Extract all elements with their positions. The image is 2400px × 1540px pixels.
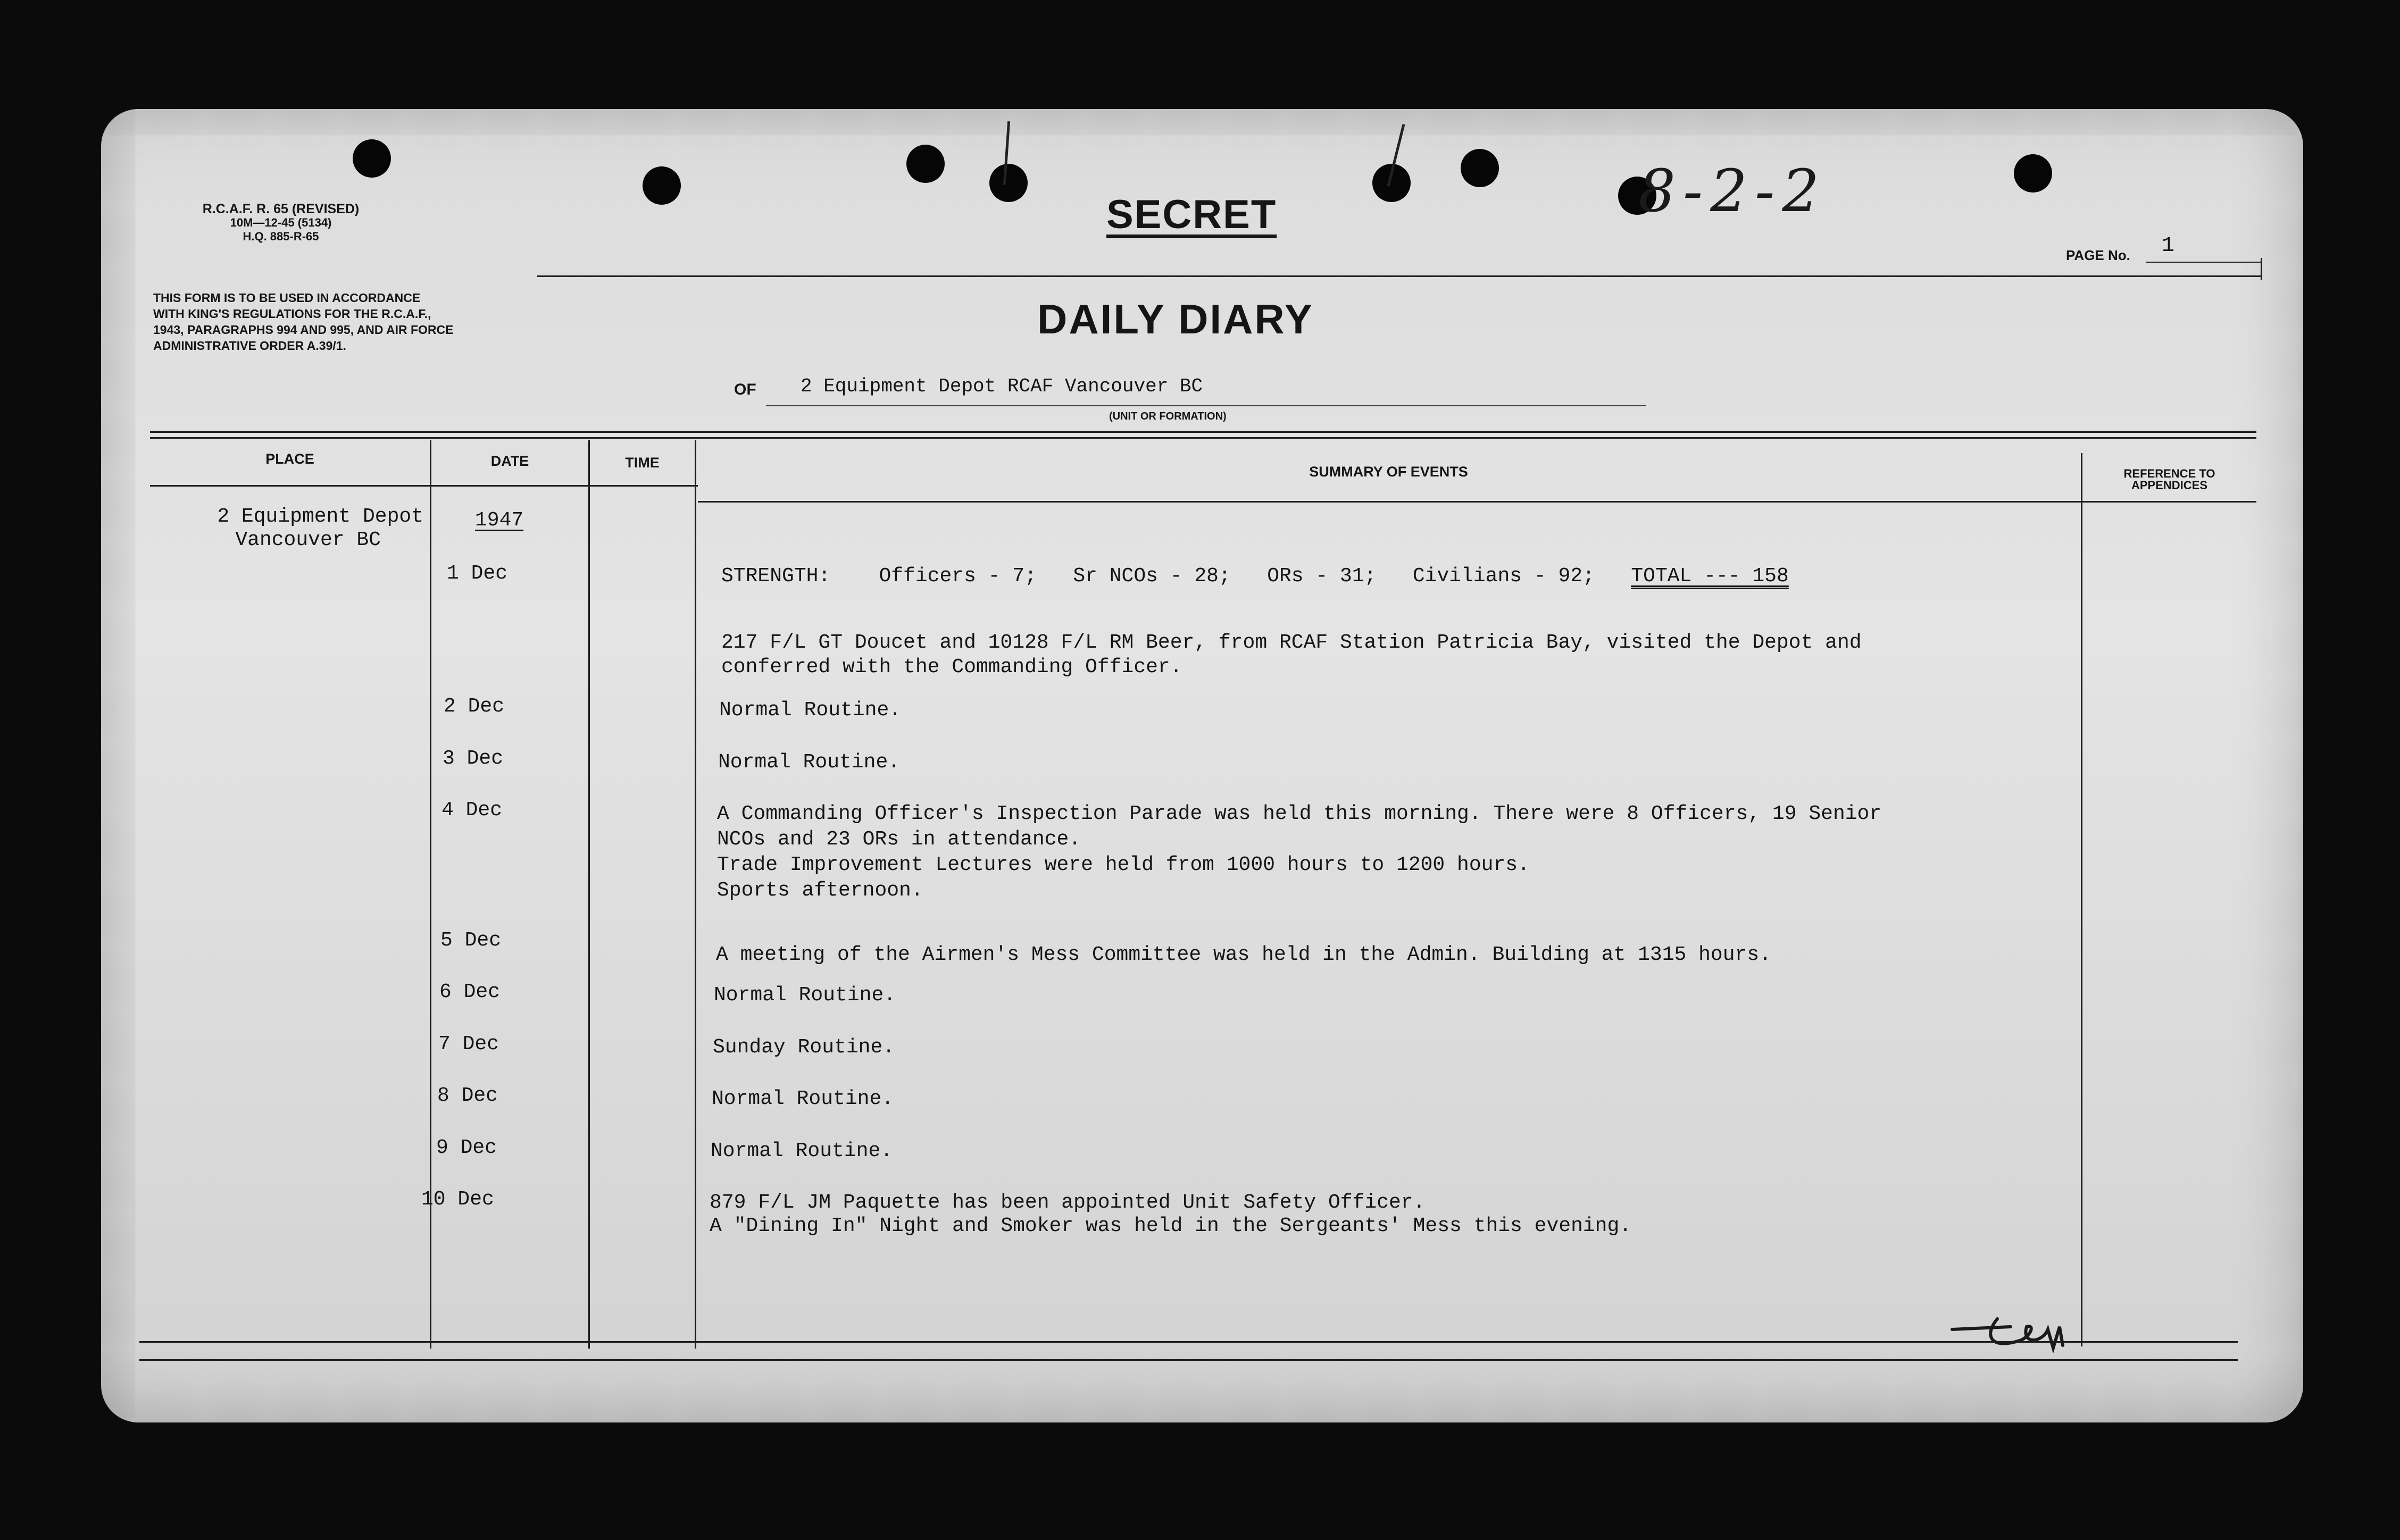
entry-text: Sunday Routine. [713, 1036, 895, 1059]
column-header-time: TIME [625, 455, 660, 471]
handwritten-file-reference: 8-2-2 [1638, 157, 1827, 225]
entry-text: Normal Routine. [719, 699, 902, 722]
year: 1947 [475, 509, 524, 532]
handwritten-initials [1947, 1303, 2069, 1356]
hq-file: H.Q. 885-R-65 [243, 230, 319, 243]
strength-officers: Officers - 7; [879, 565, 1037, 588]
page-number-label: PAGE No. [2066, 247, 2130, 263]
entry-line: conferred with the Commanding Officer. [721, 656, 1182, 679]
entry-text: Normal Routine. [711, 1140, 893, 1162]
entry-line: 217 F/L GT Doucet and 10128 F/L RM Beer, from RCAF Station Patricia Bay, visited the Depot and [721, 631, 1862, 654]
instruction-line: 1943, PARAGRAPHS 994 AND 995, AND AIR FORCE [153, 323, 454, 337]
page-title: DAILY DIARY [1037, 296, 1314, 342]
print-code: 10M—12-45 (5134) [230, 216, 332, 229]
strength-civilians: Civilians - 92; [1412, 565, 1595, 588]
classification-heading: SECRET [1106, 192, 1277, 237]
place-line: Vancouver BC [235, 529, 381, 551]
place-cell [181, 504, 423, 553]
entry-line: Sports afternoon. [717, 879, 923, 902]
column-header-appendices: REFERENCE TO APPENDICES [2123, 467, 2215, 492]
of-label: OF [734, 381, 756, 398]
strength-ors: ORs - 31; [1267, 565, 1377, 588]
entry-text [717, 801, 1881, 903]
column-divider [588, 440, 590, 1349]
entry-line: A "Dining In" Night and Smoker was held in the Sergeants' Mess this evening. [710, 1215, 1632, 1237]
table-top-rule [150, 431, 2256, 433]
instruction-line: WITH KING'S REGULATIONS FOR THE R.C.A.F., [153, 307, 431, 321]
column-divider [2081, 453, 2082, 1346]
date-cell: 10 Dec [421, 1188, 494, 1211]
date-cell: 5 Dec [440, 929, 502, 952]
form-number: R.C.A.F. R. 65 (REVISED) [202, 202, 360, 216]
entry-text [721, 630, 1862, 680]
punch-hole [2014, 154, 2052, 192]
table-top-rule [150, 437, 2256, 439]
date-cell: 2 Dec [444, 695, 505, 718]
punch-hole [1461, 149, 1499, 187]
entry-text [710, 1190, 1631, 1239]
date-cell: 1 Dec [447, 562, 508, 585]
page-number: 1 [2162, 234, 2175, 258]
page-number-rule [2146, 262, 2261, 263]
entry-text: A meeting of the Airmen's Mess Committee was held in the Admin. Building at 1315 hours. [716, 943, 1771, 966]
strength-line [721, 564, 1789, 589]
punch-hole [906, 145, 945, 183]
unit-caption: (UNIT OR FORMATION) [1109, 411, 1227, 422]
date-cell: 7 Dec [438, 1033, 499, 1056]
form-instructions [153, 290, 454, 354]
table-header-rule [698, 501, 2256, 503]
header-rule [537, 275, 2261, 277]
date-cell: 4 Dec [441, 799, 503, 822]
column-divider [695, 440, 696, 1349]
page-number-rule [2261, 258, 2262, 280]
unit-name: 2 Equipment Depot RCAF Vancouver BC [801, 375, 1203, 397]
table-bottom-rule [139, 1341, 2238, 1343]
entry-text: Normal Routine. [718, 751, 901, 774]
table-bottom-rule [139, 1359, 2238, 1361]
entry-text: Normal Routine. [712, 1087, 894, 1110]
instruction-line: THIS FORM IS TO BE USED IN ACCORDANCE [153, 291, 421, 305]
punch-hole [989, 164, 1028, 202]
table-header-rule [150, 485, 698, 487]
place-line: 2 Equipment Depot [217, 505, 423, 528]
strength-sr-ncos: Sr NCOs - 28; [1073, 565, 1231, 588]
date-cell: 9 Dec [436, 1136, 497, 1159]
column-header-place: PLACE [265, 451, 314, 467]
date-cell: 6 Dec [439, 981, 501, 1003]
entry-line: Trade Improvement Lectures were held from 1000 hours to 1200 hours. [717, 853, 1530, 876]
strength-total: TOTAL --- 158 [1631, 565, 1789, 588]
form-reference [169, 202, 393, 244]
entry-line: A Commanding Officer's Inspection Parade was held this morning. There were 8 Officers, 19 Senior [717, 802, 1882, 825]
column-header-summary: SUMMARY OF EVENTS [1309, 464, 1468, 480]
unit-underline [766, 405, 1646, 406]
date-cell: 3 Dec [443, 747, 504, 770]
entry-text: Normal Routine. [714, 984, 896, 1007]
strength-label: STRENGTH: [721, 565, 831, 588]
date-cell: 8 Dec [437, 1084, 498, 1107]
entry-line: 879 F/L JM Paquette has been appointed Unit Safety Officer. [710, 1191, 1426, 1214]
instruction-line: ADMINISTRATIVE ORDER A.39/1. [153, 339, 346, 353]
punch-hole [353, 139, 391, 178]
column-header-date: DATE [490, 453, 529, 469]
entry-line: NCOs and 23 ORs in attendance. [717, 828, 1081, 851]
punch-hole [643, 166, 681, 205]
